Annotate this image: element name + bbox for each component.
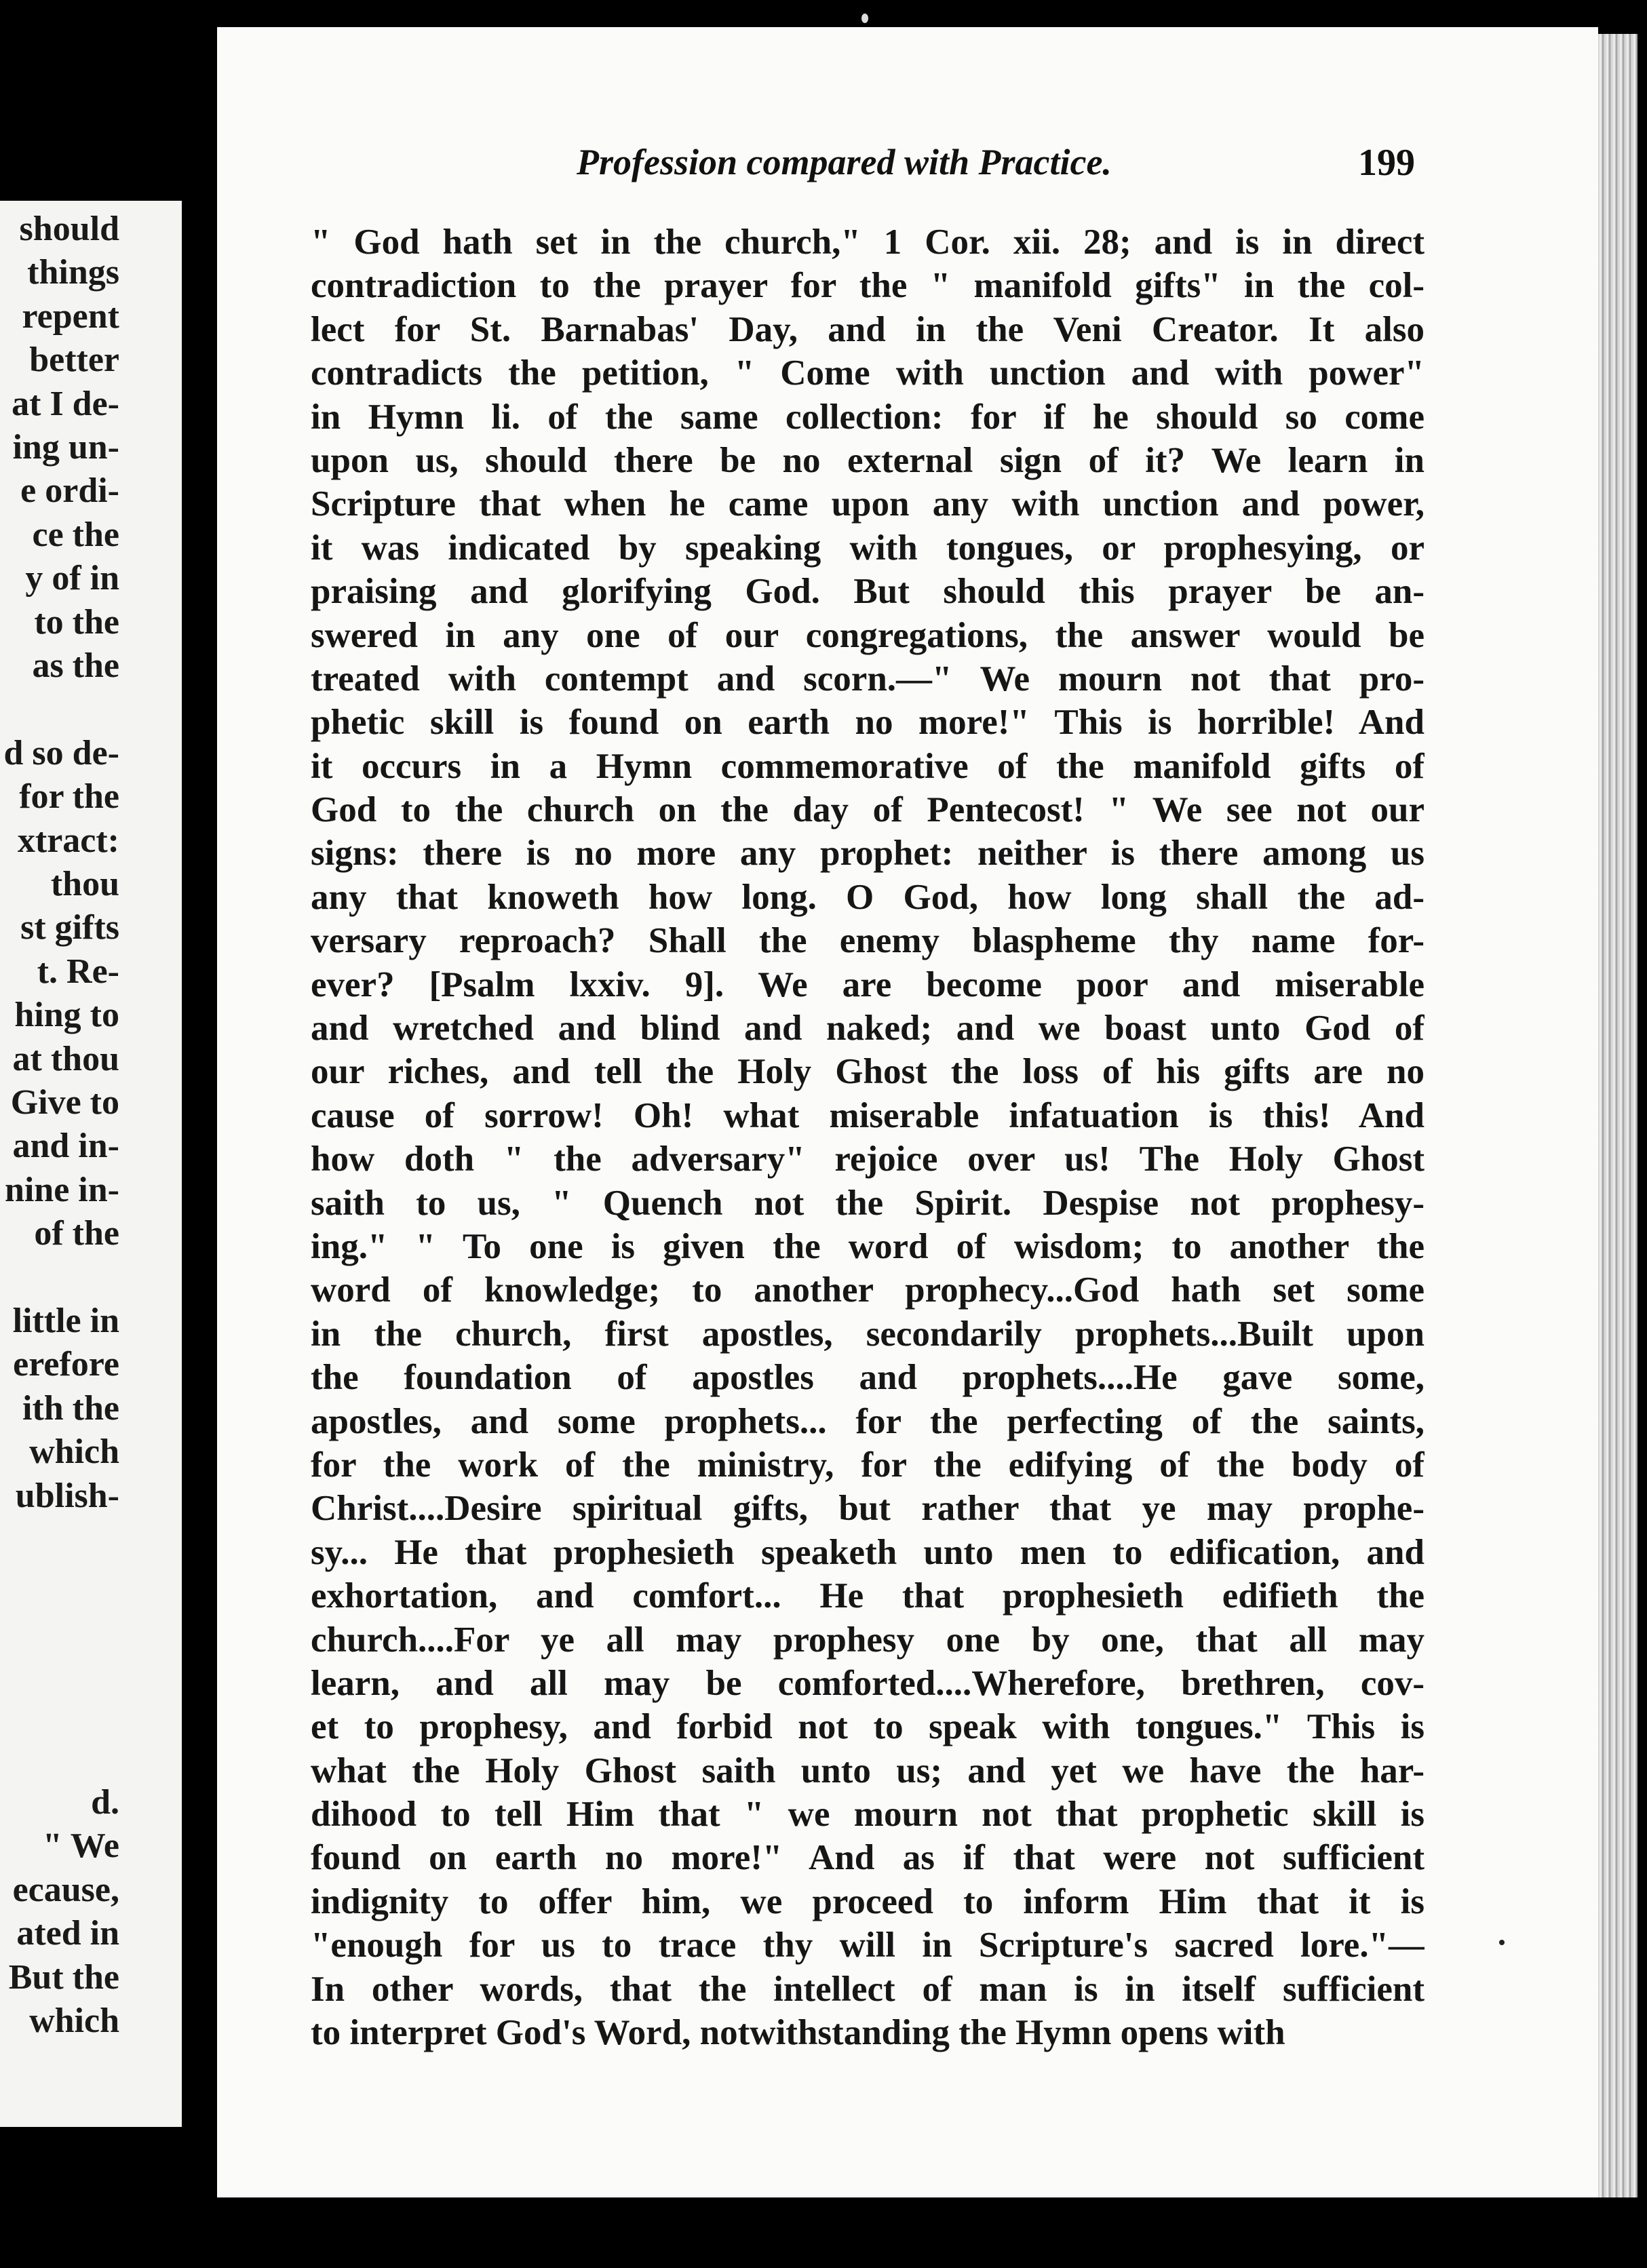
text-line: sy... He that prophesieth speaketh unto men to edification, and	[311, 1532, 1425, 1572]
left-page-line: But the	[8, 1957, 119, 1997]
text-line: treated with contempt and scorn.—" We mourn not that pro-	[311, 659, 1425, 699]
text-line: Christ....Desire spiritual gifts, but rather that ye may prophe-	[311, 1489, 1425, 1529]
page-edge-stack	[1598, 34, 1638, 2197]
text-line: dihood to tell Him that " we mourn not that prophetic skill is	[311, 1795, 1425, 1835]
text-line: for the work of the ministry, for the edifying of the body of	[311, 1445, 1425, 1485]
body-text	[311, 220, 1425, 2054]
text-line: the foundation of apostles and prophets....He gave some,	[311, 1358, 1425, 1398]
text-line: in the church, first apostles, secondarily prophets...Built upon	[311, 1314, 1425, 1354]
left-page-line: xtract:	[17, 821, 119, 860]
book-gutter	[182, 0, 217, 2268]
left-page-line: as the	[32, 646, 119, 685]
running-head: Profession compared with Practice.	[577, 142, 1112, 182]
left-page-line: ing un-	[12, 428, 119, 467]
text-line: any that knoweth how long. O God, how long shall the ad-	[311, 877, 1425, 917]
text-line: In other words, that the intellect of man is in itself sufficient	[311, 1969, 1425, 2009]
left-page-line: things	[27, 253, 119, 292]
text-line: ing." " To one is given the word of wisdom; to another the	[311, 1226, 1425, 1266]
left-page-line: of the	[34, 1214, 119, 1253]
text-line: our riches, and tell the Holy Ghost the loss of his gifts are no	[311, 1052, 1425, 1092]
left-page-line: erefore	[13, 1345, 119, 1384]
text-line: to interpret God's Word, notwithstanding the Hymn opens with	[311, 2013, 1285, 2053]
text-line: phetic skill is found on earth no more!" This is horrible! And	[311, 703, 1425, 743]
left-page-line: repent	[22, 296, 119, 336]
ink-speck	[861, 14, 868, 23]
text-line: " God hath set in the church," 1 Cor. xii. 28; and is in direct	[311, 222, 1425, 262]
text-line: praising and glorifying God. But should this prayer be an-	[311, 572, 1425, 612]
left-page-line: should	[19, 210, 119, 248]
left-page-line: for the	[19, 777, 119, 817]
text-line: lect for St. Barnabas' Day, and in the Veni Creator. It also	[311, 309, 1425, 349]
left-page-line: better	[29, 340, 119, 380]
text-line: how doth " the adversary" rejoice over us! The Holy Ghost	[311, 1139, 1425, 1179]
left-page-line: which	[29, 2001, 119, 2040]
left-page-line: to the	[34, 602, 119, 642]
left-page-line: e ordi-	[20, 471, 119, 511]
left-page-line: y of in	[25, 559, 119, 598]
text-line: cause of sorrow! Oh! what miserable infatuation is this! And	[311, 1095, 1425, 1135]
text-line: saith to us, " Quench not the Spirit. Despise not prophesy-	[311, 1183, 1425, 1223]
left-page-line: st gifts	[20, 908, 119, 947]
left-page-line: at I de-	[12, 384, 119, 423]
left-page-line: " We	[42, 1826, 119, 1866]
left-page-line: at thou	[12, 1039, 119, 1078]
text-line: apostles, and some prophets... for the perfecting of the saints,	[311, 1401, 1425, 1441]
text-line: Scripture that when he came upon any with unction and power,	[311, 484, 1425, 524]
text-line: contradicts the petition, " Come with unction and with power"	[311, 353, 1425, 393]
text-line: God to the church on the day of Pentecost! " We see not our	[311, 790, 1425, 830]
page-number: 199	[1358, 142, 1415, 184]
text-line: "enough for us to trace thy will in Scripture's sacred lore."—	[311, 1925, 1425, 1966]
text-line: ever? [Psalm lxxiv. 9]. We are become poor and miserable	[311, 964, 1425, 1004]
left-page-line: ublish-	[15, 1476, 119, 1515]
left-page-line: t. Re-	[37, 952, 119, 991]
text-line: upon us, should there be no external sign of it? We learn in	[311, 440, 1425, 480]
left-page-line: hing to	[14, 996, 119, 1035]
left-page-line: thou	[50, 865, 119, 903]
left-page-line: Give to	[10, 1083, 119, 1122]
left-page-line: ith the	[22, 1388, 119, 1428]
text-line: in Hymn li. of the same collection: for if he should so come	[311, 397, 1425, 437]
text-line: exhortation, and comfort... He that prophesieth edifieth the	[311, 1576, 1425, 1616]
text-line: it was indicated by speaking with tongues, or prophesying, or	[311, 528, 1425, 568]
ink-speck	[1499, 1940, 1505, 1945]
text-line: learn, and all may be comforted....Wherefore, brethren, cov-	[311, 1663, 1425, 1703]
left-page-line: ecause,	[12, 1870, 119, 1909]
text-line: it occurs in a Hymn commemorative of the manifold gifts of	[311, 746, 1425, 786]
text-line: swered in any one of our congregations, the answer would be	[311, 615, 1425, 655]
text-line: et to prophesy, and forbid not to speak with tongues." This is	[311, 1707, 1425, 1747]
text-line: versary reproach? Shall the enemy blaspheme thy name for-	[311, 921, 1425, 961]
text-line: contradiction to the prayer for the " manifold gifts" in the col-	[311, 266, 1425, 306]
left-page-line: d.	[91, 1783, 119, 1822]
left-page-line: ce the	[32, 515, 119, 554]
left-page-fragment	[0, 201, 182, 2127]
left-page-line: little in	[12, 1302, 119, 1340]
left-page-line: d so de-	[3, 733, 119, 773]
text-line: what the Holy Ghost saith unto us; and yet we have the har-	[311, 1751, 1425, 1791]
left-page-line: which	[29, 1432, 119, 1472]
text-line: and wretched and blind and naked; and we boast unto God of	[311, 1009, 1425, 1049]
text-line: indignity to offer him, we proceed to inform Him that it is	[311, 1881, 1425, 1921]
left-page-line: and in-	[12, 1127, 119, 1166]
text-line: found on earth no more!" And as if that were not sufficient	[311, 1838, 1425, 1878]
text-line: signs: there is no more any prophet: neither is there among us	[311, 834, 1425, 874]
left-page-line: ated in	[16, 1914, 119, 1953]
text-line: church....For ye all may prophesy one by one, that all may	[311, 1620, 1425, 1660]
left-page-line: nine in-	[4, 1170, 119, 1209]
text-line: word of knowledge; to another prophecy...God hath set some	[311, 1270, 1425, 1310]
